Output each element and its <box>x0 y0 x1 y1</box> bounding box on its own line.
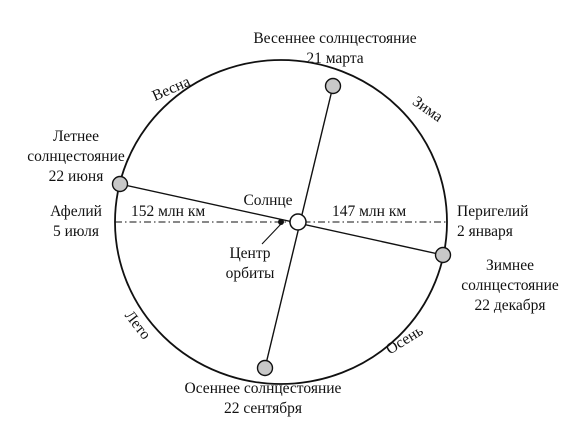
sun-label: Солнце <box>243 192 293 209</box>
aphelion-distance-label: 152 млн км <box>131 203 206 220</box>
perihelion-distance-label: 147 млн км <box>332 203 407 220</box>
sun-circle <box>290 214 306 230</box>
season-autumn-label: Осень <box>382 322 427 359</box>
autumn-label-line2: 22 сентября <box>223 400 303 417</box>
orbit-center-label-line2: орбиты <box>225 265 275 282</box>
season-summer-label: Лето <box>121 307 154 343</box>
vernal-position-marker <box>326 79 341 94</box>
summer-label-line2: солнцестояние <box>27 148 125 165</box>
aphelion-label-line2: 5 июля <box>53 223 99 240</box>
perihelion-label-line1: Перигелий <box>457 203 529 220</box>
vernal-label-line1: Весеннее солнцестояние <box>253 30 417 47</box>
winter-label-line1: Зимнее <box>486 257 534 274</box>
season-spring-label: Весна <box>149 73 193 105</box>
vernal-label-line2: 21 марта <box>306 50 364 67</box>
summer-position-marker <box>113 177 128 192</box>
aphelion-label-line1: Афелий <box>50 203 102 220</box>
orbit-center-label-line1: Центр <box>229 245 271 262</box>
autumn-position-marker <box>258 361 273 376</box>
winter-label-line3: 22 декабря <box>474 297 546 314</box>
orbit-center-pointer <box>262 224 281 244</box>
winter-label-line2: солнцестояние <box>461 277 559 294</box>
winter-position-marker <box>436 248 451 263</box>
summer-label-line1: Летнее <box>52 128 100 145</box>
summer-label-line3: 22 июня <box>48 168 104 185</box>
autumn-label-line1: Осеннее солнцестояние <box>184 380 342 397</box>
season-winter-label: Зима <box>409 92 446 126</box>
perihelion-label-line2: 2 января <box>457 223 513 240</box>
